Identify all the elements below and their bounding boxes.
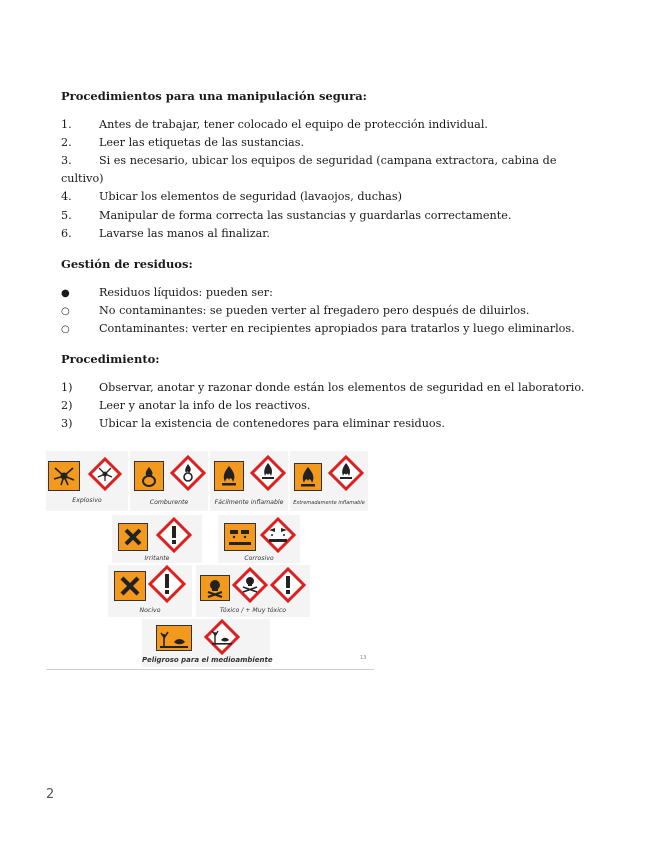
hazard-card-facilmente-inflamable — [210, 451, 288, 511]
list-item: ○ Contaminantes: verter en recipientes apropiados para tratarlos y luego eliminarlos. — [61, 322, 575, 335]
caption-nocivo: Nocivo — [139, 607, 161, 614]
exclamation-diamond-icon — [156, 517, 192, 553]
flame-diamond-icon — [250, 455, 286, 491]
list-item: 3. Si es necesario, ubicar los equipos de seguridad (campana extractora, cabina de — [61, 154, 557, 167]
page-number: 2 — [46, 787, 55, 802]
list-item: 5. Manipular de forma correcta las sustancias y guardarlas correctamente. — [61, 209, 512, 222]
skull-diamond-icon — [232, 567, 268, 603]
cross-icon — [118, 523, 148, 551]
caption-irritante: Irritante — [144, 555, 170, 562]
hazard-card-medioambiente — [142, 619, 273, 667]
caption-comburente: Comburente — [149, 499, 189, 506]
explosion-icon — [48, 461, 80, 491]
skull-icon — [200, 575, 230, 601]
flame-icon — [294, 463, 322, 491]
hazard-card-corrosivo — [218, 515, 300, 563]
section-title-safe-handling: Procedimientos para una manipulación segura: — [61, 89, 367, 103]
caption-explosivo: Explosivo — [72, 497, 102, 504]
hazard-card-irritante — [112, 515, 202, 563]
section-title-waste: Gestión de residuos: — [61, 257, 193, 271]
hazard-card-explosivo — [46, 451, 128, 511]
list-item: ○ No contaminantes: se pueden verter al fregadero pero después de diluirlos. — [61, 304, 530, 317]
environment-icon — [156, 625, 192, 651]
hazard-card-extremadamente-inflamable — [290, 451, 368, 511]
list-item: 1. Antes de trabajar, tener colocado el equipo de protección individual. — [61, 118, 488, 131]
caption-corrosivo: Corrosivo — [244, 555, 274, 562]
flame-diamond-icon — [328, 455, 364, 491]
caption-toxico: Tóxico / + Muy tóxico — [219, 607, 287, 614]
list-item: 3) Ubicar la existencia de contenedores para eliminar residuos. — [61, 417, 445, 430]
oxidizer-icon — [134, 461, 164, 491]
oxidizer-diamond-icon — [170, 455, 206, 491]
explosion-diamond-icon — [88, 457, 122, 491]
figure-number: 13 — [360, 655, 367, 661]
caption-medioambiente: Peligroso para el medioambiente — [142, 656, 273, 664]
exclamation-diamond-icon — [148, 565, 186, 603]
flame-icon — [214, 461, 244, 491]
figure-divider — [46, 669, 374, 670]
list-item: 4. Ubicar los elementos de seguridad (lavaojos, duchas) — [61, 190, 402, 203]
list-item-continuation: cultivo) — [61, 172, 104, 185]
section-title-procedure: Procedimiento: — [61, 352, 160, 366]
environment-diamond-icon — [204, 619, 240, 655]
list-item: 2) Leer y anotar la info de los reactivos. — [61, 399, 311, 412]
corrosion-diamond-icon — [260, 517, 296, 553]
list-item: ● Residuos líquidos: pueden ser: — [61, 286, 273, 299]
list-item: 6. Lavarse las manos al finalizar. — [61, 227, 270, 240]
caption-facilmente-inflamable: Fácilmente inflamable — [214, 499, 284, 506]
corrosion-icon — [224, 523, 256, 551]
exclamation-diamond-icon — [270, 567, 306, 603]
list-item: 2. Leer las etiquetas de las sustancias. — [61, 136, 305, 149]
caption-extremadamente-inflamable: Extremadamente inflamable — [293, 500, 365, 506]
hazard-card-comburente — [130, 451, 208, 511]
list-item: 1) Observar, anotar y razonar donde están los elementos de seguridad en el laboratorio. — [61, 381, 585, 394]
hazard-card-toxico — [196, 565, 310, 617]
cross-icon — [114, 571, 146, 601]
hazard-pictograms-figure — [46, 451, 376, 671]
hazard-card-nocivo — [108, 565, 192, 617]
